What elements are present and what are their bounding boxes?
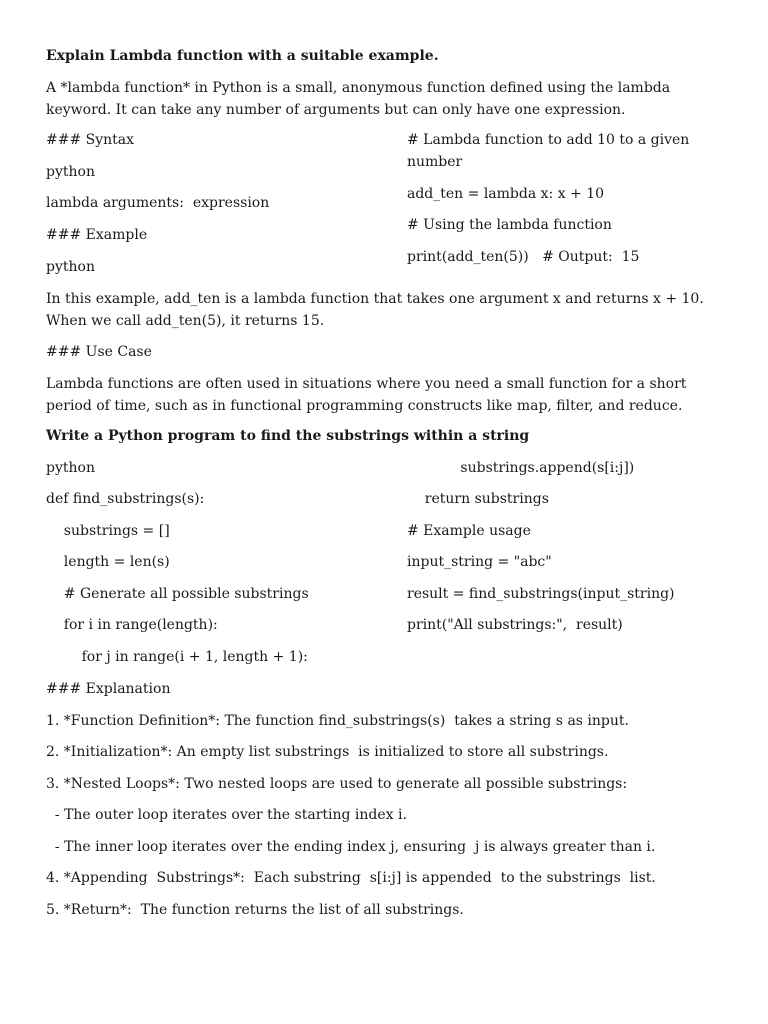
explanation-item: 4. *Appending Substrings*: Each substring s[i:j] is appended to the substrings list. [46, 870, 656, 886]
syntax-code-line: lambda arguments: expression [46, 195, 270, 211]
code-line-usage-comment: # Example usage [407, 523, 531, 539]
example-heading: ### Example [46, 227, 148, 243]
example-explanation-paragraph: In this example, add_ten is a lambda function that takes one argument x and returns x + 10. When we call add_ten(5), it returns 15. [46, 291, 704, 329]
lambda-intro-paragraph: A *lambda function* in Python is a small, anonymous function defined using the lambda keyword. It can take any number of arguments but can only have one expression. [46, 80, 671, 118]
code-line-length: length = len(s) [46, 554, 170, 570]
explanation-item: 3. *Nested Loops*: Two nested loops are used to generate all possible substrings: [46, 776, 628, 792]
example-language-label: python [46, 259, 95, 275]
syntax-language-label: python [46, 164, 95, 180]
explanation-subitem: - The outer loop iterates over the starting index i. [46, 807, 407, 823]
explanation-item: 2. *Initialization*: An empty list substrings is initialized to store all substrings. [46, 744, 609, 760]
code-language-label: python [46, 460, 95, 476]
syntax-heading: ### Syntax [46, 132, 135, 148]
code-line-append: substrings.append(s[i:j]) [407, 460, 635, 476]
explanation-item: 5. *Return*: The function returns the list of all substrings. [46, 902, 464, 918]
code-print-line: print(add_ten(5)) # Output: 15 [407, 249, 640, 265]
code-line-input: input_string = "abc" [407, 554, 552, 570]
explanation-heading: ### Explanation [46, 681, 171, 697]
use-case-heading: ### Use Case [46, 344, 152, 360]
code-line-comment: # Generate all possible substrings [46, 586, 309, 602]
use-case-paragraph: Lambda functions are often used in situations where you need a small function for a short period of time, such as in functional programming constructs like map, filter, and reduce. [46, 376, 687, 414]
code-line-return: return substrings [407, 491, 549, 507]
code-line-substrings-init: substrings = [] [46, 523, 170, 539]
explanation-item: 1. *Function Definition*: The function find_substrings(s) takes a string s as input. [46, 713, 629, 729]
code-line-print: print("All substrings:", result) [407, 617, 623, 633]
substrings-question-heading: Write a Python program to find the substrings within a string [46, 428, 530, 444]
code-line-inner-loop: for j in range(i + 1, length + 1): [46, 649, 308, 665]
code-line-result: result = find_substrings(input_string) [407, 586, 675, 602]
code-line-def: def find_substrings(s): [46, 491, 205, 507]
code-comment-usage-line: # Using the lambda function [407, 217, 612, 233]
explanation-subitem: - The inner loop iterates over the ending index j, ensuring j is always greater than i. [46, 839, 656, 855]
code-comment-line: # Lambda function to add 10 to a given number [407, 132, 690, 170]
lambda-question-heading: Explain Lambda function with a suitable example. [46, 48, 439, 64]
code-assignment-line: add_ten = lambda x: x + 10 [407, 186, 605, 202]
code-line-outer-loop: for i in range(length): [46, 617, 218, 633]
